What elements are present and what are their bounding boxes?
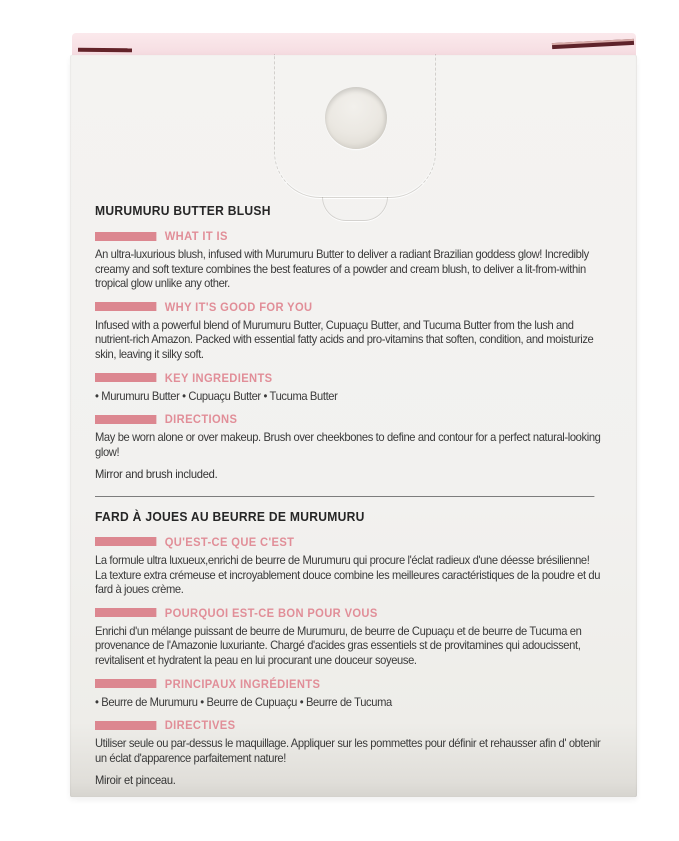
heading-bar (95, 232, 156, 241)
section-what-it-is (95, 229, 602, 291)
heading-bar (95, 537, 156, 546)
section-heading-row (95, 535, 602, 549)
section-body: An ultra-luxurious blush, infused with Murumuru Butter to deliver a radiant Brazilian goddess glow! Incredibly creamy and soft texture combines the best features of a powder and cream blush, to deliver a lit-from-within tropical glow unlike any other. (95, 247, 589, 291)
section-heading-row (95, 718, 602, 732)
section-directions (95, 412, 602, 459)
heading-bar (95, 302, 156, 311)
section-heading-row (95, 606, 602, 620)
section-heading-row (95, 229, 602, 243)
section-body: La formule ultra luxueux,enrichi de beurre de Murumuru qui procure l'éclat radieux d'une déesse brésilienne! La texture extra crémeuse et incroyablement douce combine les meilleures caractéristiques de la poudre et du fard à joues crème. (95, 552, 601, 597)
heading-bar (95, 373, 156, 382)
section-body: May be worn alone or over makeup. Brush over cheekbones to define and contour for a perfect natural-looking glow! (95, 430, 601, 459)
box-back-panel (70, 55, 637, 797)
flap-edge-left (78, 48, 132, 53)
hang-hole (325, 87, 387, 149)
heading-bar (95, 721, 156, 730)
section-heading: WHAT IT IS (164, 229, 228, 243)
section-heading: PRINCIPAUX INGRÉDIENTS (164, 676, 321, 691)
section-quest-ce (95, 535, 602, 597)
section-heading: QU'EST-CE QUE C'EST (164, 534, 295, 549)
product-title-en: MURUMURU BUTTER BLUSH (95, 203, 271, 218)
section-heading-row (95, 677, 602, 691)
ingredient-list-fr: • Beurre de Murumuru • Beurre de Cupuaçu • Beurre de Tucuma (95, 694, 392, 709)
section-pourquoi (95, 606, 602, 668)
included-note-en: Mirror and brush included. (95, 467, 218, 482)
section-heading: KEY INGREDIENTS (164, 370, 273, 385)
section-key-ingredients (95, 371, 602, 404)
section-heading: WHY IT'S GOOD FOR YOU (164, 299, 313, 314)
heading-bar (95, 608, 156, 617)
section-directives (95, 718, 602, 765)
heading-bar (95, 415, 156, 424)
flap-edge-right (552, 39, 634, 49)
section-body: Infused with a powerful blend of Murumuru Butter, Cupuaçu Butter, and Tucuma Butter from the lush and nutrient-rich Amazon. Packed with essential fatty acids and pro-vitamins that soften, condition, and moisturize skin, leaving it silky soft. (95, 317, 594, 361)
panel-content (95, 203, 602, 788)
included-note-fr: Miroir et pinceau. (95, 773, 176, 788)
section-body: Enrichi d'un mélange puissant de beurre de Murumuru, de beurre de Cupuaçu et de beurre de Tucuma en provenance de l'Amazonie luxuriante. Chargé d'acides gras essentiels st de provitamines qui adoucissent, revitalisent et hydratent la peau en lui procurant une douceur soyeuse. (95, 623, 582, 667)
section-heading: DIRECTIONS (164, 412, 238, 427)
section-heading: POURQUOI EST-CE BON POUR VOUS (164, 605, 378, 620)
product-box (70, 33, 637, 797)
section-body: Utiliser seule ou par-dessus le maquillage. Appliquer sur les pommettes pour définir et rehausser afin d' obtenir un éclat d'apparence parfaitement nature! (95, 736, 601, 765)
section-heading-row (95, 412, 602, 426)
section-heading-row (95, 300, 602, 314)
section-heading: DIRECTIVES (164, 718, 236, 733)
heading-bar (95, 679, 156, 688)
section-why-good (95, 300, 602, 362)
product-title-fr: FARD À JOUES AU BEURRE DE MURUMURU (95, 508, 365, 524)
box-top-flap (72, 33, 636, 56)
language-divider (95, 496, 594, 497)
section-principaux-ingredients (95, 677, 602, 710)
ingredient-list-en: • Murumuru Butter • Cupuaçu Butter • Tucuma Butter (95, 388, 338, 403)
section-heading-row (95, 371, 602, 385)
